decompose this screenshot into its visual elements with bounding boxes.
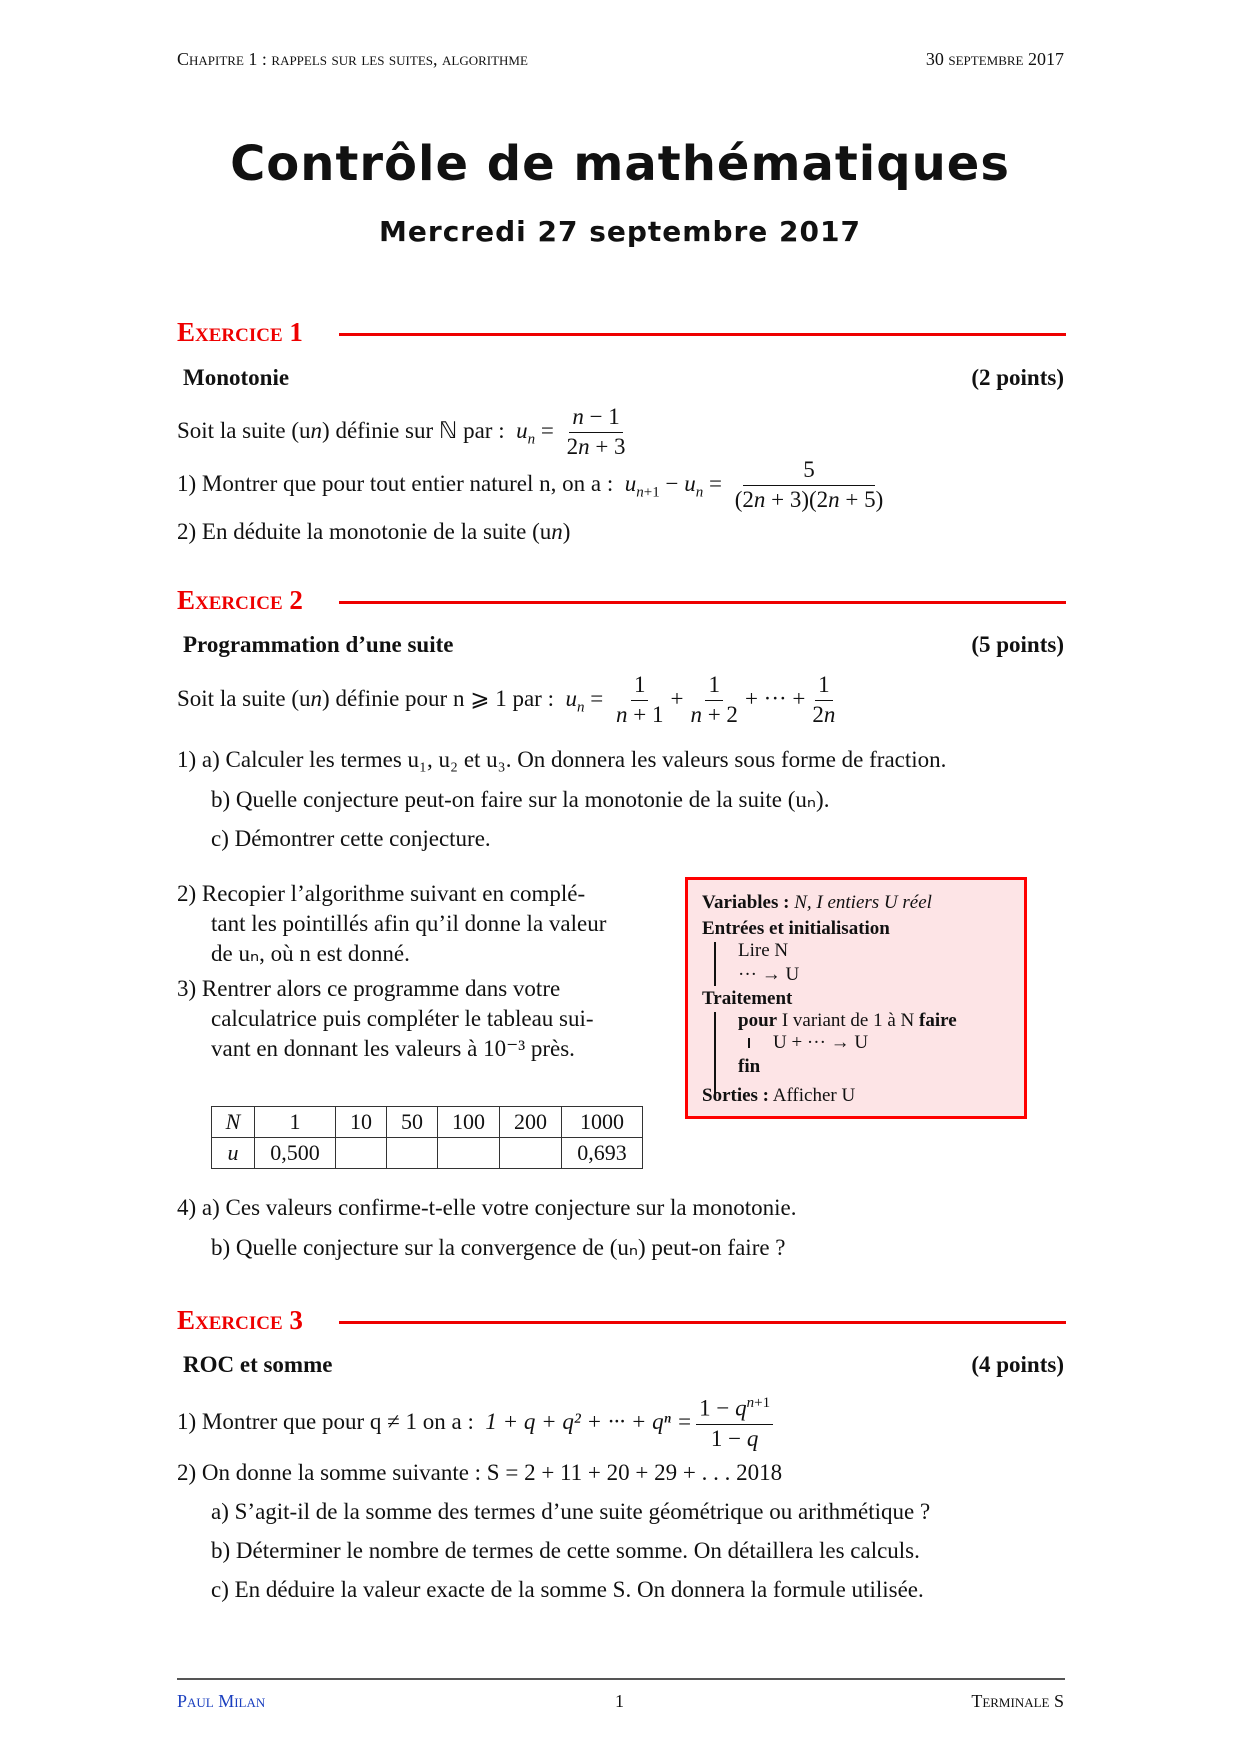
algo-treat-label: Traitement [702, 988, 793, 1009]
block-bar [714, 1012, 716, 1096]
formula: 1 + q + q² + ··· + qⁿ = [485, 1409, 693, 1434]
fraction: $\frac{1}{2n}$ [812, 672, 836, 728]
ex3-q2a: a) S’agit-il de la somme des termes d’une suite géométrique ou arithmétique ? [211, 1499, 931, 1524]
table-row [212, 1107, 643, 1138]
exercise-2-heading: Exercice 2 [177, 585, 303, 615]
text: Soit la suite (u [177, 686, 311, 711]
table-cell: u [212, 1138, 255, 1169]
algo-variables: Variables : N, I entiers U réel [702, 892, 932, 913]
algo-assign: ··· → U [738, 964, 800, 985]
table-cell[interactable] [438, 1138, 500, 1169]
fraction: $\frac{1}{n + 2}$ [690, 672, 738, 728]
footer-class: Terminale S [971, 1691, 1064, 1711]
divider [339, 1321, 1066, 1324]
ex3-q1 [177, 1394, 777, 1453]
table-cell: 1 [255, 1107, 336, 1138]
table-cell[interactable] [387, 1138, 438, 1169]
text: ) définie pour n ⩾ 1 par : [322, 686, 554, 711]
ex1-q1: 1) Montrer que pour tout entier naturel n, on a : $u_{n+1} - u_n$ = $\frac{5}{(2n + 3)(2n + 5)}$ [177, 456, 890, 521]
table-cell: 1000 [562, 1107, 643, 1138]
algo-end: fin [738, 1056, 761, 1077]
ex3-q2c: c) En déduire la valeur exacte de la somme S. On donnera la formule utilisée. [211, 1577, 924, 1602]
table-cell: 10 [336, 1107, 387, 1138]
algo-body: U + ··· → U [773, 1032, 869, 1053]
algo-read: Lire N [738, 940, 789, 961]
text: Soit la suite (u [177, 418, 311, 443]
table-cell[interactable] [500, 1138, 562, 1169]
ex2-q3-l2: calculatrice puis compléter le tableau sui- [211, 1006, 594, 1031]
text: 1) Montrer que pour tout entier naturel n, on a : [177, 471, 614, 496]
fraction: $\frac{5}{(2n + 3)(2n + 5)}$ [734, 457, 884, 513]
exercise-1-heading: Exercice 1 [177, 317, 303, 347]
block-bar [714, 942, 716, 986]
exercise-3-topic: ROC et somme [183, 1352, 333, 1377]
algo-loop: pour I variant de 1 à N faire [738, 1010, 957, 1031]
table-cell: 200 [500, 1107, 562, 1138]
ex2-q3-l3: vant en donnant les valeurs à 10⁻³ près. [211, 1036, 575, 1061]
fraction: $\frac{1 - q^{n+1}}{1 - q}$ [696, 1394, 773, 1453]
page-number: 1 [615, 1691, 624, 1711]
text: 2) En déduite la monotonie de la suite (u [177, 519, 552, 544]
algo-output: Sorties : Afficher U [702, 1085, 856, 1106]
ex2-q2-l1: 2) Recopier l’algorithme suivant en complé- [177, 881, 586, 906]
exercise-3-heading: Exercice 3 [177, 1305, 303, 1335]
text: 1) Montrer que pour q ≠ 1 on a : [177, 1409, 474, 1434]
ex3-q2b: b) Déterminer le nombre de termes de cette somme. On détaillera les calculs. [211, 1538, 920, 1563]
algorithm-box [685, 877, 1027, 1119]
divider [339, 601, 1066, 604]
header-chapter: Chapitre 1 : rappels sur les suites, algorithme [177, 49, 528, 69]
fraction: $\frac{1}{n + 1}$ [615, 672, 664, 728]
ex1-q2: 2) En déduite la monotonie de la suite (un) [177, 519, 571, 544]
ex2-q4b: b) Quelle conjecture sur la convergence de (uₙ) peut-on faire ? [211, 1235, 786, 1260]
table-cell: 0,500 [255, 1138, 336, 1169]
table-cell: 0,693 [562, 1138, 643, 1169]
ex2-q4a: 4) a) Ces valeurs confirme-t-elle votre conjecture sur la monotonie. [177, 1195, 797, 1220]
page-title: Contrôle de mathématiques [230, 136, 1010, 192]
page-subtitle: Mercredi 27 septembre 2017 [379, 215, 861, 248]
ex2-q2-l3: de uₙ, où n est donné. [211, 941, 410, 966]
exercise-1-points: (2 points) [971, 365, 1064, 390]
block-bar [748, 1038, 750, 1048]
table-cell[interactable] [336, 1138, 387, 1169]
ex2-q2-l2: tant les pointillés afin qu’il donne la valeur [211, 911, 607, 936]
text: ) définie sur ℕ par : [322, 418, 505, 443]
algo-init-label: Entrées et initialisation [702, 918, 890, 939]
footer-author[interactable]: Paul Milan [177, 1691, 266, 1711]
footer-rule [177, 1678, 1065, 1680]
exercise-2-points: (5 points) [971, 632, 1064, 657]
table-cell: N [212, 1107, 255, 1138]
ex2-q1a: 1) a) Calculer les termes u₁, u₂ et u₃. On donnera les valeurs sous forme de fraction. [177, 747, 947, 772]
table-row [212, 1138, 643, 1169]
exercise-3-points: (4 points) [971, 1352, 1064, 1377]
ex2-q1b: b) Quelle conjecture peut-on faire sur la monotonie de la suite (uₙ). [211, 787, 830, 812]
fraction: $\frac{n - 1}{2n + 3}$ [566, 404, 626, 460]
exercise-1-topic: Monotonie [183, 365, 290, 390]
ex2-q1c: c) Démontrer cette conjecture. [211, 826, 491, 851]
values-table [211, 1106, 643, 1169]
ex3-q2: 2) On donne la somme suivante : S = 2 + 11 + 20 + 29 + . . . 2018 [177, 1460, 783, 1485]
ex2-intro: Soit la suite (un) définie pour n ⩾ 1 par : $u_n$ = $\frac{1}{n + 1}$ + $\frac{1}{n + 2}$ + ··· + $\frac{1}{2n}$ [177, 671, 842, 736]
exercise-2-topic: Programmation d’une suite [183, 632, 454, 657]
table-cell: 50 [387, 1107, 438, 1138]
header-date: 30 septembre 2017 [925, 49, 1064, 69]
ex2-q3-l1: 3) Rentrer alors ce programme dans votre [177, 976, 561, 1001]
table-cell: 100 [438, 1107, 500, 1138]
divider [339, 333, 1066, 336]
ex1-intro: Soit la suite (un) définie sur ℕ par : $u_n$ = $\frac{n - 1}{2n + 3}$ [177, 403, 633, 468]
